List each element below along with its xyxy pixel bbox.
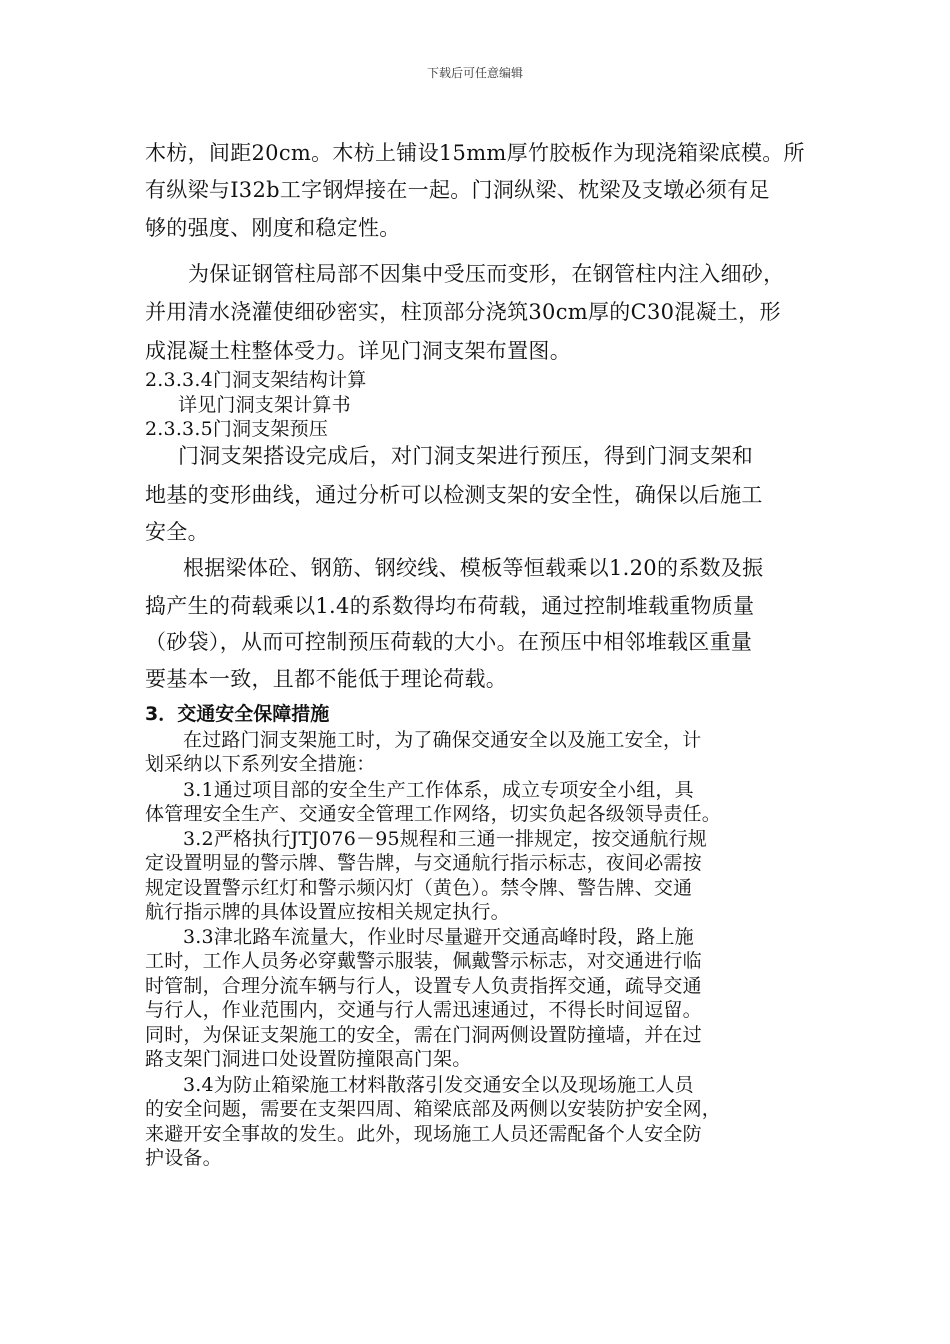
paragraph-line: 3.1通过项目部的安全生产工作体系，成立专项安全小组，具	[183, 779, 694, 801]
page-header: 下载后可任意编辑	[426, 66, 523, 80]
paragraph-line: 工时，工作人员务必穿戴警示服装，佩戴警示标志，对交通进行临	[145, 950, 702, 972]
paragraph-line: 来避开安全事故的发生。此外，现场施工人员还需配备个人安全防	[145, 1123, 702, 1145]
paragraph-line: 地基的变形曲线，通过分析可以检测支架的安全性，确保以后施工	[145, 483, 763, 507]
paragraph-line: 详见门洞支架计算书	[178, 394, 351, 416]
paragraph-line: 时管制，合理分流车辆与行人，设置专人负责指挥交通，疏导交通	[145, 975, 702, 997]
paragraph-line: 安全。	[145, 520, 209, 544]
paragraph-line: 捣产生的荷载乘以1.4的系数得均布荷载，通过控制堆载重物质量	[145, 594, 755, 618]
paragraph-line: 门洞支架搭设完成后，对门洞支架进行预压，得到门洞支架和	[178, 444, 754, 468]
paragraph-line: 划采纳以下系列安全措施：	[145, 753, 376, 775]
chapter-heading: 3．交通安全保障措施	[145, 703, 330, 725]
paragraph-line: （砂袋），从而可控制预压荷载的大小。在预压中相邻堆载区重量	[145, 630, 753, 654]
paragraph-line: 在过路门洞支架施工时，为了确保交通安全以及施工安全，计	[183, 729, 702, 751]
paragraph-line: 3.3津北路车流量大，作业时尽量避开交通高峰时段，路上施	[183, 926, 694, 948]
paragraph-line: 定设置明显的警示牌、警告牌，与交通航行指示标志，夜间必需按	[145, 852, 702, 874]
paragraph-line: 根据梁体砼、钢筋、钢绞线、模板等恒载乘以1.20的系数及振	[183, 556, 764, 580]
paragraph-line: 体管理安全生产、交通安全管理工作网络，切实负起各级领导责任。	[145, 803, 722, 825]
paragraph-line: 规定设置警示红灯和警示频闪灯（黄色）。禁令牌、警告牌、交通	[145, 877, 693, 899]
paragraph-line: 的安全问题，需要在支架四周、箱梁底部及两侧以安装防护安全网，	[145, 1098, 722, 1120]
paragraph-line: 航行指示牌的具体设置应按相关规定执行。	[145, 901, 510, 923]
paragraph-line: 木枋，间距20cm。木枋上铺设15mm厚竹胶板作为现浇箱梁底模。所	[145, 141, 805, 165]
paragraph-line: 要基本一致，且都不能低于理论荷载。	[145, 667, 508, 691]
paragraph-line: 为保证钢管柱局部不因集中受压而变形，在钢管柱内注入细砂，	[188, 262, 785, 286]
section-heading: 2.3.3.4门洞支架结构计算	[145, 369, 367, 391]
paragraph-line: 3.2严格执行JTJ076－95规程和三通一排规定，按交通航行规	[183, 828, 707, 850]
paragraph-line: 与行人，作业范围内，交通与行人需迅速通过，不得长时间逗留。	[145, 999, 702, 1021]
paragraph-line: 同时，为保证支架施工的安全，需在门洞两侧设置防撞墙，并在过	[145, 1024, 702, 1046]
paragraph-line: 路支架门洞进口处设置防撞限高门架。	[145, 1048, 472, 1070]
paragraph-line: 成混凝土柱整体受力。详见门洞支架布置图。	[145, 339, 571, 363]
paragraph-line: 够的强度、刚度和稳定性。	[145, 216, 401, 240]
paragraph-line: 并用清水浇灌使细砂密实，柱顶部分浇筑30cm厚的C30混凝土，形	[145, 300, 781, 324]
paragraph-line: 3.4为防止箱梁施工材料散落引发交通安全以及现场施工人员	[183, 1074, 694, 1096]
paragraph-line: 护设备。	[145, 1147, 222, 1169]
paragraph-line: 有纵梁与I32b工字钢焊接在一起。门洞纵梁、枕梁及支墩必须有足	[145, 178, 770, 202]
section-heading: 2.3.3.5门洞支架预压	[145, 418, 329, 440]
